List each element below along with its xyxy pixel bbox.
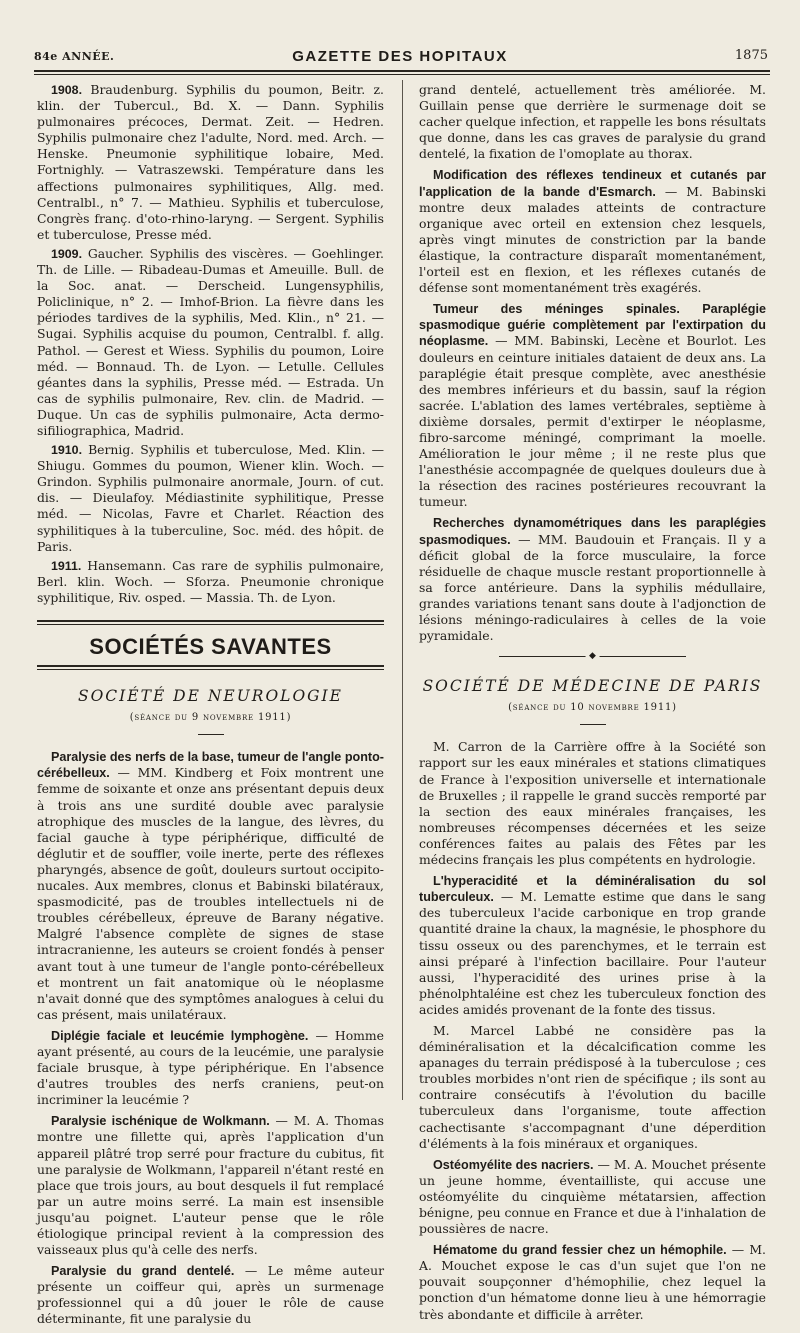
article-paragraph: grand dentelé, actuellement très améliorée. M. Guillain pense que derrière le surmenage doit se cacher quelque infection, et rappelle les bons résultats que donne, dans les cas graves de paralysie du grand dentelé, la fixation de l'omoplate au thorax.: [419, 82, 766, 162]
article-paragraph: M. Marcel Labbé ne considère pas la déminéralisation et la décalcification comme les apanages du terrain prédisposé à la tuberculose ; ces troubles morbides n'ont rien de spécifique ; ils sont au contraire consécutifs à l'évolution du bacille tuberculeux dans l'organisme, toute affection cachectisante s'accompagnant d'une déperdition d'éléments à la fois minéraux et organiques.: [419, 1022, 766, 1151]
article-paragraph: Tumeur des méninges spinales. Paraplégie spasmodique guérie complètement par l'extirpation du néoplasme. — MM. Babinski, Lecène et Bourlot. Les douleurs en ceinture initiales dataient de deux ans. La paraplégie était presque complète, avec anesthésie des membres inférieurs et du bassin, sauf la région sacrée. L'ablation des lames vertébrales, septième à dixième dorsales, permit d'extirper le néoplasme, fibro-sarcome méningé, comprimant la moelle. Amélioration le jour même ; il ne reste plus que l'anesthésie accompagnée de quelques douleurs due à la résection des racines postérieures recouvrant la tumeur.: [419, 302, 766, 510]
article-paragraph: Paralysie des nerfs de la base, tumeur de l'angle ponto-cérébelleux. — MM. Kindberg et Foix montrent une femme de soixante et onze ans présentant depuis deux à trois ans une surdité double avec paralysie atrophique des muscles de la langue, des lèvres, du facial gauche à type périphérique, difficulté de déglutir et de souffler, voile inerte, perte des réflexes pharyngés, absence de goût, douleurs surtout occipito-nucales. Aux membres, clonus et Babinski bilatéraux, spasmodicité, pas de troubles intellectuels ni de troubles cérébelleux, épreuve de Barany négative. Malgré l'absence complète de signes de stase intracranienne, les auteurs se croient fondés à penser avant tout à une tumeur de l'angle ponto-cérébelleux et montrent un fait anatomique où le néoplasme n'avait donné que des symptômes analogues à celui du cas présent, mais unilatéraux.: [37, 750, 384, 1022]
article-paragraph: Modification des réflexes tendineux et cutanés par l'application de la bande d'Esmarch. — M. Babinski montre deux malades atteints de contracture organique avec orteil en extension chez lesquels, après vingt minutes de constriction par la bande élastique, la contracture disparaît momentanément, l'orteil est en flexion, et les réflexes cutanés de défense sont momentanément très exagérés.: [419, 168, 766, 296]
page-number: 1875: [734, 48, 768, 63]
section-rule: [37, 665, 384, 670]
bibliography-entry: 1908. Braudenburg. Syphilis du poumon, Beitr. z. klin. der Tubercul., Bd. X. — Dann. Syphilis pulmonaires précoces, Dermat. Zeit. — Hedren. Syphilis pulmonaire chez l'adulte, Nord. med. Arch. — Henske. Pneumonie syphilitique lobaire, Med. Fortnighly. — Vatraszewski. Température dans les affections pulmonaires syphilitiques, Allg. med. Centralbl., n° 7. — Mathieu. Syphilis et tuberculose, Congrès franç. d'oto-rhino-laryng. — Sergent. Syphilis et tuberculose, Presse méd.: [37, 82, 384, 242]
page-header: [0, 48, 800, 70]
right-column: [419, 82, 766, 1328]
session-date: (séance du 10 novembre 1911): [508, 702, 677, 714]
article-paragraph: Hématome du grand fessier chez un hémophile. — M. A. Mouchet expose le cas d'un sujet que l'on ne pouvait soupçonner d'hémophilie, chez lequel la ponction d'un hématome donne lieu à une hémorragie très abondante et difficile à arrêter.: [419, 1242, 766, 1322]
issue-year: 84e ANNÉE.: [34, 50, 115, 63]
column-separator: [402, 80, 403, 1100]
journal-title: GAZETTE DES HOPITAUX: [292, 48, 508, 65]
bibliography-entry: 1909. Gaucher. Syphilis des viscères. — Goehlinger. Th. de Lille. — Ribadeau-Dumas et Ameuille. Bull. de la Soc. anat. — Derscheid. Lungensyphilis, Policlinique, n° 2. — Imhof-Brion. La fièvre dans les périodes tardives de la syphilis, Med. Klin., n° 21. — Sugai. Syphilis acquise du poumon, Centralbl. f. allg. Pathol. — Gerest et Wiess. Syphilis du poumon, Loire méd. — Bonnaud. Th. de Lyon. — Letulle. Cellules géantes dans la syphilis, Presse méd. — Estrada. Un cas de syphilis pulmonaire, Rev. clin. de Madrid. — Duque. Un cas de syphilis pulmonaire, Acta dermo-sifiliographica, Madrid.: [37, 245, 384, 438]
bibliography-entry: 1910. Bernig. Syphilis et tuberculose, Med. Klin. — Shiugu. Gommes du poumon, Wiener klin. Woch. — Grindon. Syphilis pulmonaire anormale, Journ. of cut. dis. — Dieulafoy. Médiastinite syphilitique, Presse méd. — Nicolas, Favre et Charlet. Réaction des syphilitiques à la tuberculine, Soc. méd. des hôpit. de Paris.: [37, 442, 384, 554]
section-title: SOCIÉTÉS SAVANTES: [89, 634, 332, 659]
section-rule: [37, 620, 384, 625]
article-paragraph: Diplégie faciale et leucémie lymphogène. — Homme ayant présenté, au cours de la leucémie, une paralysie faciale brusque, à type périphérique. En l'absence d'autres troubles des nerfs craniens, peut-on incriminer la leucémie ?: [37, 1027, 384, 1108]
article-paragraph: Paralysie ischénique de Wolkmann. — M. A. Thomas montre une fillette qui, après l'application d'un appareil plâtré trop serré pour fracture du cubitus, fit une paralysie de Wolkmann, l'appareil n'étant resté en place que trois jours, au bout desquels il fut remplacé par un autre moins serré. La main est insensible jusqu'au poignet. L'auteur pense que le rôle étiologique principal revient à la compression des vaisseaux plus qu'à celle des nerfs.: [37, 1113, 384, 1258]
article-paragraph: Paralysie du grand dentelé. — Le même auteur présente un coiffeur qui, après un surmenage professionnel qui a dû jouer le rôle de cause déterminante, fit une paralysie du: [37, 1263, 384, 1327]
header-rule-thin: [34, 74, 770, 75]
article-paragraph: M. Carron de la Carrière offre à la Société son rapport sur les eaux minérales et stations climatiques de France à l'exposition universelle et internationale de Bruxelles ; il rappelle le grand succès remporté par la section des eaux minérales françaises, les nombreuses récompenses décernées et les seize conférences faites au palais des Fêtes par les médecins français les plus compétents en hydrologie.: [419, 739, 766, 868]
bibliography-entry: 1911. Hansemann. Cas rare de syphilis pulmonaire, Berl. klin. Woch. — Sforza. Pneumonie chronique syphilitique, Riv. osped. — Massia. Th. de Lyon.: [37, 557, 384, 605]
article-paragraph: Recherches dynamométriques dans les paraplégies spasmodiques. — MM. Baudouin et Français. Il y a déficit global de la force musculaire, la force résiduelle de chaque muscle restant proportionnelle à sa force antérieure. Dans la syphilis médullaire, grandes variations tenant sans doute à l'adjonction de lésions méningo-radiculaires à celles de la voie pyramidale.: [419, 516, 766, 644]
article-paragraph: L'hyperacidité et la déminéralisation du sol tuberculeux. — M. Lematte estime que dans le sang des tuberculeux l'acide carbonique en trop grande quantité draine la chaux, la magnésie, le phosphore du tissu osseux ou des parenchymes, et le terrain est ainsi préparé à l'infection bacillaire. Pour l'auteur aussi, l'hyperacidité des urines prise à la phénolphtaléine est chez les tuberculeux fonction des acides amidés provenant de la fonte des tissus.: [419, 874, 766, 1017]
header-rule: [34, 70, 770, 72]
short-rule: [580, 724, 606, 725]
left-column: [37, 82, 384, 1333]
society-title: SOCIÉTÉ DE NEUROLOGIE: [77, 687, 343, 706]
article-paragraph: Ostéomyélite des nacriers. — M. A. Mouchet présente un jeune homme, éventailliste, qui accuse une ostéomyélite du cinquième métatarsien, affection bénigne, peu connue en France et due à l'inhalation de poussières de nacre.: [419, 1156, 766, 1237]
society-title: SOCIÉTÉ DE MÉDECINE DE PARIS: [422, 677, 763, 696]
short-rule: [198, 734, 224, 735]
session-date: (séance du 9 novembre 1911): [129, 712, 292, 724]
ornament-divider: ◆: [419, 652, 766, 660]
